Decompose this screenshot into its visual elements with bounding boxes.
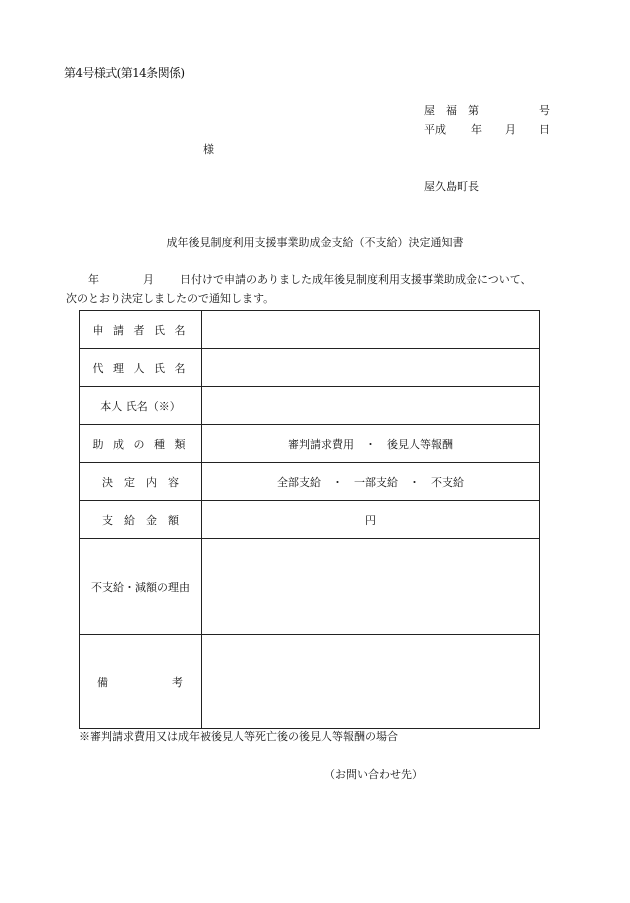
row-value bbox=[202, 349, 540, 387]
year-label: 年 bbox=[471, 123, 482, 136]
intro-line-1 bbox=[88, 274, 532, 285]
row-value: 審判請求費用 ・ 後見人等報酬 bbox=[202, 425, 540, 463]
doc-number-part: 屋 bbox=[424, 104, 435, 117]
era-label: 平成 bbox=[424, 123, 446, 136]
table-row bbox=[80, 539, 540, 635]
intro-month-label: 月 bbox=[143, 273, 154, 286]
row-label: 助 成 の 種 類 bbox=[80, 425, 202, 463]
intro-line-2: 次のとおり決定しましたので通知します。 bbox=[66, 292, 275, 305]
table-row bbox=[80, 501, 540, 539]
row-label: 決 定 内 容 bbox=[80, 463, 202, 501]
footnote: ※審判請求費用又は成年被後見人等死亡後の後見人等報酬の場合 bbox=[79, 730, 398, 743]
table-row bbox=[80, 311, 540, 349]
table-row bbox=[80, 349, 540, 387]
row-value: 全部支給 ・ 一部支給 ・ 不支給 bbox=[202, 463, 540, 501]
table-row bbox=[80, 387, 540, 425]
doc-number-part: 福 bbox=[446, 104, 457, 117]
remarks-label-right: 考 bbox=[172, 675, 183, 689]
table-row bbox=[80, 463, 540, 501]
row-label bbox=[80, 635, 202, 729]
row-value bbox=[202, 539, 540, 635]
table-row bbox=[80, 425, 540, 463]
row-label: 支 給 金 額 bbox=[80, 501, 202, 539]
row-label: 代 理 人 氏 名 bbox=[80, 349, 202, 387]
table-row bbox=[80, 635, 540, 729]
month-label: 月 bbox=[505, 123, 516, 136]
contact-label: （お問い合わせ先） bbox=[324, 768, 423, 781]
remarks-label-left: 備 bbox=[97, 675, 108, 689]
row-label: 不支給・減額の理由 bbox=[80, 539, 202, 635]
issuer-name: 屋久島町長 bbox=[424, 180, 479, 193]
row-value bbox=[202, 311, 540, 349]
addressee-suffix: 様 bbox=[203, 143, 214, 156]
row-label: 本人 氏名（※） bbox=[80, 387, 202, 425]
doc-number-part: 第 bbox=[468, 104, 479, 117]
day-label: 日 bbox=[539, 123, 550, 136]
decision-table bbox=[79, 310, 540, 729]
row-value bbox=[202, 635, 540, 729]
row-value: 円 bbox=[202, 501, 540, 539]
row-label: 申 請 者 氏 名 bbox=[80, 311, 202, 349]
form-number: 第4号様式(第14条関係) bbox=[64, 66, 185, 80]
intro-text: 日付けで申請のありました成年後見制度利用支援事業助成金について、 bbox=[180, 273, 532, 286]
doc-number-part: 号 bbox=[539, 104, 550, 117]
row-value bbox=[202, 387, 540, 425]
intro-year-label: 年 bbox=[88, 273, 99, 286]
document-title: 成年後見制度利用支援事業助成金支給（不支給）決定通知書 bbox=[166, 236, 464, 249]
